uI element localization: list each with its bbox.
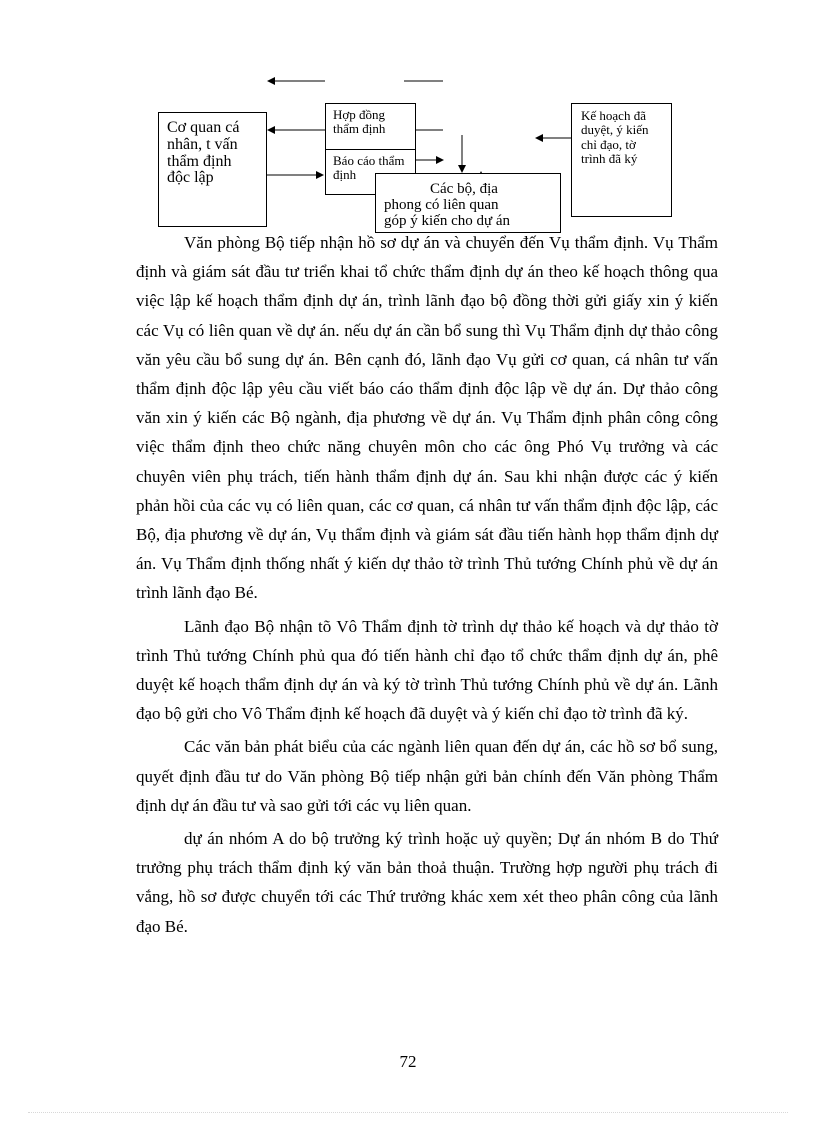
contract-box: Hợp đồng thẩm định	[326, 104, 415, 150]
ministries-line-2: phong có liên quan	[384, 196, 499, 213]
paragraph-3: Các văn bản phát biểu của các ngành liên quan đến dự án, các hồ sơ bổ sung, quyết định đầu tư do Văn phòng Bộ tiếp nhận gửi bản chính đến Văn phòng Thẩm định dự án đầu tư và sao gửi tới các vụ liên quan.	[136, 737, 718, 815]
ministries-box	[375, 173, 561, 233]
paragraph-2: Lãnh đạo Bộ nhận tõ Vô Thẩm định tờ trình dự thảo kế hoạch và dự thảo tờ trình Thủ tướng Chính phủ qua đó tiến hành chỉ đạo tổ chức thẩm định dự án, phê duyệt kế hoạch thẩm định dự án và ký tờ trình Thủ tướng Chính phủ về dự án. Lãnh đạo bộ gửi cho Vô Thẩm định kế hoạch đã duyệt và ý kiến chỉ đạo tờ trình đã ký.	[136, 616, 718, 724]
ministries-line-1: Các bộ, địa	[430, 181, 498, 197]
paragraph-4: dự án nhóm A do bộ trưởng ký trình hoặc uỷ quyền; Dự án nhóm B do Thứ trưởng phụ trách thẩm định ký văn bản thoả thuận. Trường hợp người phụ trách đi vắng, hồ sơ được chuyển tới các Thứ trưởng khác xem xét theo phân công của lãnh đạo Bé.	[136, 829, 718, 936]
consultant-box: Cơ quan cá nhân, t vấn thẩm định độc lập	[158, 112, 267, 227]
ministries-line-3: góp ý kiến cho dự án	[384, 212, 511, 229]
plan-box: Kế hoạch đã duyệt, ý kiến chỉ đạo, tờ trình đã ký	[571, 103, 672, 217]
body-text	[136, 228, 718, 945]
footer-divider	[28, 1112, 788, 1113]
paragraph-1: Văn phòng Bộ tiếp nhận hồ sơ dự án và chuyển đến Vụ thẩm định. Vụ Thẩm định và giám sát đầu tư triển khai tổ chức thẩm định dự án theo kế hoạch thông qua việc lập kế hoạch thẩm định dự án, trình lãnh đạo bộ đồng thời gửi giấy xin ý kiến các Vụ có liên quan về dự án. nếu dự án cần bổ sung thì Vụ Thẩm định dự thảo công văn yêu cầu bổ sung dự án. Bên cạnh đó, lãnh đạo Vụ gửi cơ quan, cá nhân tư vấn thẩm định độc lập yêu cầu viết báo cáo thẩm định độc lập về dự án. Dự thảo công văn xin ý kiến các Bộ ngành, địa phương về dự án. Vụ Thẩm định phân công công việc thẩm định theo chức năng chuyên môn cho các ông Phó Vụ trưởng và các chuyên viên phụ trách, tiến hành thẩm định dự án. Sau khi nhận được các ý kiến phản hồi của các vụ có liên quan, các cơ quan, cá nhân tư vấn thẩm định độc lập, các Bộ, địa phương về dự án, Vụ thẩm định và giám sát đầu tiến hành họp thẩm định dự án. Vụ Thẩm định thống nhất ý kiến dự thảo tờ trình Thủ tướng Chính phủ về dự án trình lãnh đạo Bé.	[136, 233, 718, 603]
page-number: 72	[399, 1052, 417, 1071]
report-box: Báo cáo thẩm định	[333, 153, 405, 183]
process-diagram	[0, 0, 816, 250]
